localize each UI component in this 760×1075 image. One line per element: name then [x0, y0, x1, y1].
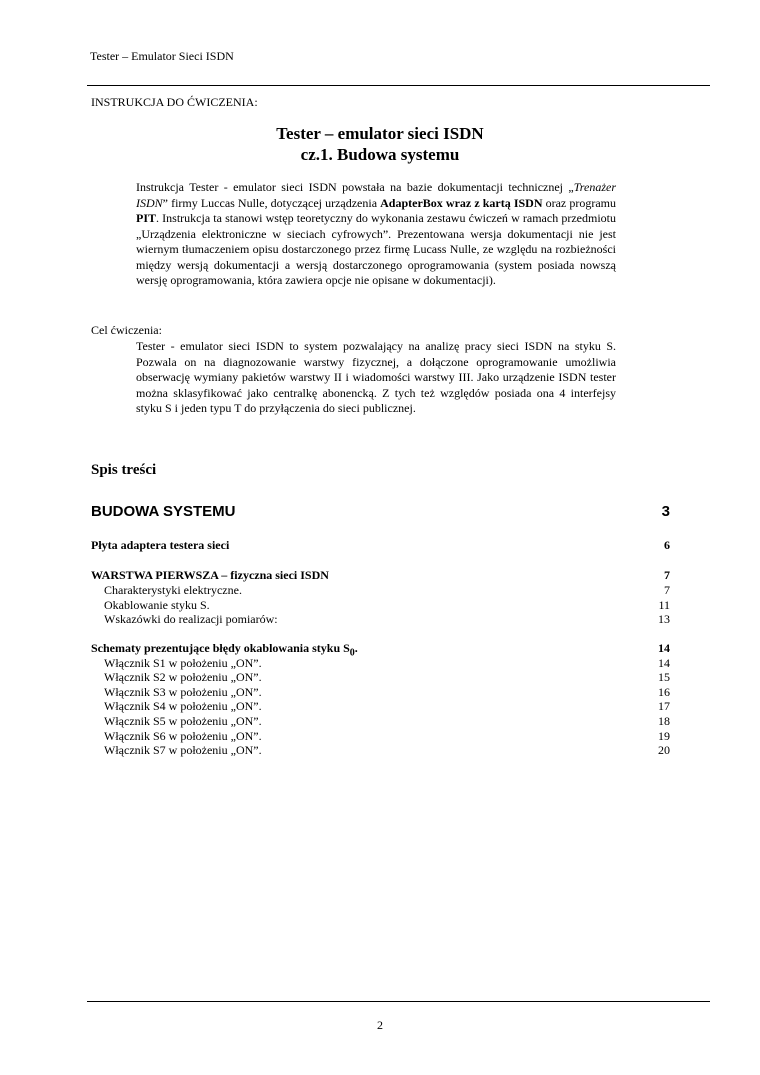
toc-entry-page: 7 [664, 583, 670, 597]
toc-entry-subscript: 0 [349, 647, 355, 659]
toc-entry-page: 18 [658, 714, 670, 728]
running-header: Tester – Emulator Sieci ISDN [90, 49, 234, 63]
intro-text-2: ” firmy Luccas Nulle, dotyczącej urządzenia [162, 195, 381, 210]
toc-subentry[interactable] [104, 670, 670, 684]
toc-subentry[interactable] [104, 743, 670, 757]
toc-entry-plyta-adaptera[interactable] [91, 538, 670, 552]
toc-entry-warstwa-pierwsza[interactable] [91, 568, 670, 582]
toc-subentry[interactable] [104, 583, 670, 597]
toc-entry-label: Wskazówki do realizacji pomiarów: [104, 612, 278, 626]
toc-entry-label: Włącznik S1 w położeniu „ON”. [104, 656, 262, 670]
toc-entry-label: WARSTWA PIERWSZA – fizyczna sieci ISDN [91, 568, 329, 582]
toc-entry-page: 19 [658, 729, 670, 743]
toc-subentry[interactable] [104, 699, 670, 713]
toc-subentry[interactable] [104, 729, 670, 743]
intro-bold-program: PIT [136, 211, 157, 225]
toc-entry-page: 14 [658, 641, 670, 655]
toc-entry-label-text: Schematy prezentujące błędy okablowania styku S [91, 641, 350, 655]
toc-entry-page: 3 [661, 503, 670, 520]
title-line-1: Tester – emulator sieci ISDN [276, 124, 484, 143]
toc-entry-label: Włącznik S7 w położeniu „ON”. [104, 743, 262, 757]
title-line-2: cz.1. Budowa systemu [300, 145, 460, 164]
toc-entry-label: Włącznik S4 w położeniu „ON”. [104, 699, 262, 713]
intro-paragraph [136, 180, 616, 289]
goal-paragraph: Tester - emulator sieci ISDN to system pozwalający na analizę pracy sieci ISDN na styku S. Pozwala on na diagnozowanie warstwy fizycznej, a dołączone oprogramowanie umożliwia obserwację wymiany pakietów warstwy II i wiadomości warstwy III. Jako urządzenie ISDN tester można sklasyfikować jako centralkę abonencką. Z tych też względów posiada ona 4 interfejsy styku S i jeden typu T do przyłączenia do sieci publicznej. [136, 339, 616, 415]
toc-entry-page: 20 [658, 743, 670, 757]
toc-entry-label: Okablowanie styku S. [104, 598, 210, 612]
toc-entry-page: 14 [658, 656, 670, 670]
toc-entry-page: 7 [664, 568, 670, 582]
instruction-label: INSTRUKCJA DO ĆWICZENIA: [91, 95, 258, 109]
toc-entry-label: Charakterystyki elektryczne. [104, 583, 242, 597]
toc-entry-budowa-systemu[interactable] [91, 503, 670, 520]
toc-heading: Spis treści [91, 462, 157, 478]
toc-subentry[interactable] [104, 598, 670, 612]
header-divider [87, 85, 710, 86]
intro-italic-product: Trenażer ISDN [136, 180, 616, 210]
toc-entry-label: Włącznik S6 w położeniu „ON”. [104, 729, 262, 743]
toc-entry-page: 15 [658, 670, 670, 684]
document-title [200, 123, 560, 165]
toc-subentry[interactable] [104, 656, 670, 670]
toc-entry-page: 17 [658, 699, 670, 713]
footer-divider [87, 1001, 710, 1002]
toc-entry-label: BUDOWA SYSTEMU [91, 503, 236, 520]
intro-bold-device: AdapterBox wraz z kartą ISDN [380, 195, 543, 210]
page-number: 2 [377, 1018, 383, 1032]
intro-text-1: Instrukcja Tester - emulator sieci ISDN powstała na bazie dokumentacji technicznej „ [136, 180, 574, 194]
toc-entry-label: Włącznik S5 w położeniu „ON”. [104, 714, 262, 728]
toc-subentry[interactable] [104, 714, 670, 728]
toc-entry-suffix: . [354, 641, 358, 655]
goal-label: Cel ćwiczenia: [91, 323, 162, 337]
toc-entry-label: Włącznik S2 w położeniu „ON”. [104, 670, 262, 684]
toc-entry-label: Płyta adaptera testera sieci [91, 538, 230, 552]
intro-text-4: . Instrukcja ta stanowi wstęp teoretyczny do wykonania zestawu ćwiczeń w ramach przedmiotu „Urządzenia elektroniczne w sieciach cyfrowych”. Prezentowana wersja dokumentacji nie jest wiernym tłumaczeniem opisu dostarczonego przez firmę Lucass Nulle, ze względu na rozbieżności między wersją dokumentacji a wersją dostarczonego oprogramowania (system posiada nowszą wersję oprogramowania, która zawiera opcje nie opisane w dokumentacji). [136, 211, 616, 287]
toc-subentry[interactable] [104, 612, 670, 626]
toc-entry-label: Włącznik S3 w położeniu „ON”. [104, 685, 262, 699]
toc-subentry[interactable] [104, 685, 670, 699]
intro-text-3: oraz programu [542, 195, 617, 210]
toc-entry-page: 6 [664, 538, 670, 552]
toc-entry-page: 13 [658, 612, 670, 626]
toc-entry-page: 16 [658, 685, 670, 699]
toc-entry-page: 11 [658, 598, 670, 612]
